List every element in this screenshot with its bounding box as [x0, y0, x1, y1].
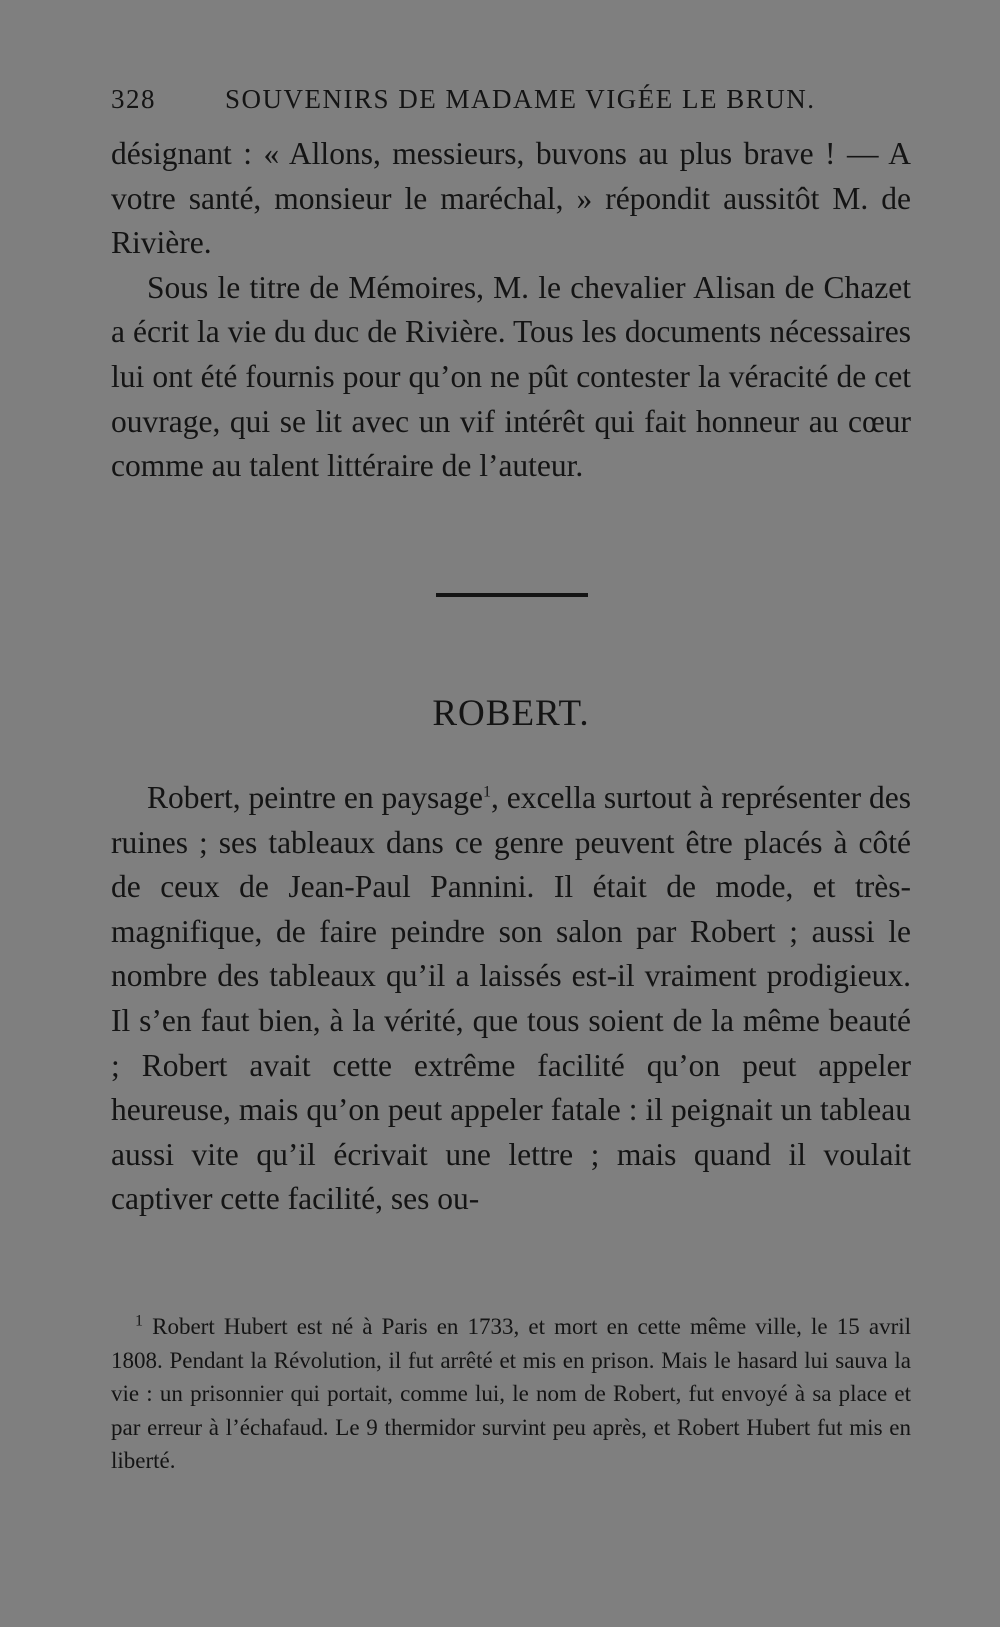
footnote	[111, 1310, 911, 1478]
paragraph-robert-start: Robert, peintre en paysage	[147, 780, 483, 815]
running-header	[111, 84, 911, 124]
footnote-marker: 1	[135, 1312, 143, 1330]
footnote-text: Robert Hubert est né à Paris en 1733, et mort en cette même ville, le 15 avril 1808. Pendant la Révolution, il fut arrêté et mis en prison. Mais le hasard lui sauva la vie : un prisonnier qui portait, comme lui, le nom de Robert, fut envoyé à sa place et par erreur à l’échafaud. Le 9 thermidor survint peu après, et Robert Hubert fut mis en liberté.	[111, 1314, 912, 1474]
paragraph-robert-rest: , excella surtout à représenter des ruines ; ses tableaux dans ce genre peuvent être placés à côté de ceux de Jean-Paul Pannini. Il était de mode, et très-magnifique, de faire peindre son salon par Robert ; aussi le nombre des tableaux qu’il a laissés est-il vraiment prodigieux. Il s’en faut bien, à la vérité, que tous soient de la même beauté ; Robert avait cette extrême facilité qu’on peut appeler heureuse, mais qu’on peut appeler fatale : il peignait un tableau aussi vite qu’il écrivait une lettre ; mais quand il voulait captiver cette facilité, ses ou-	[111, 780, 912, 1217]
footnote-reference: 1	[483, 783, 491, 801]
paragraph-continued: désignant : « Allons, messieurs, buvons au plus brave ! — A votre santé, monsieur le maréchal, » répondit aussitôt M. de Rivière.	[111, 136, 911, 261]
footnotes	[111, 1310, 911, 1478]
continued-text	[111, 132, 911, 489]
running-title: SOUVENIRS DE MADAME VIGÉE LE BRUN.	[225, 84, 816, 114]
page-number: 328	[111, 84, 156, 114]
paragraph-robert	[111, 776, 911, 1222]
section-title: ROBERT.	[432, 693, 590, 734]
section-divider	[436, 593, 588, 597]
section-body	[111, 776, 911, 1222]
paragraph-memoires: Sous le titre de Mémoires, M. le chevalier Alisan de Chazet a écrit la vie du duc de Rivière. Tous les documents nécessaires lui ont été fournis pour qu’on ne pût contester la véracité de cet ouvrage, qui se lit avec un vif intérêt qui fait honneur au cœur comme au talent littéraire de l’auteur.	[111, 269, 911, 484]
book-page	[111, 0, 911, 1627]
